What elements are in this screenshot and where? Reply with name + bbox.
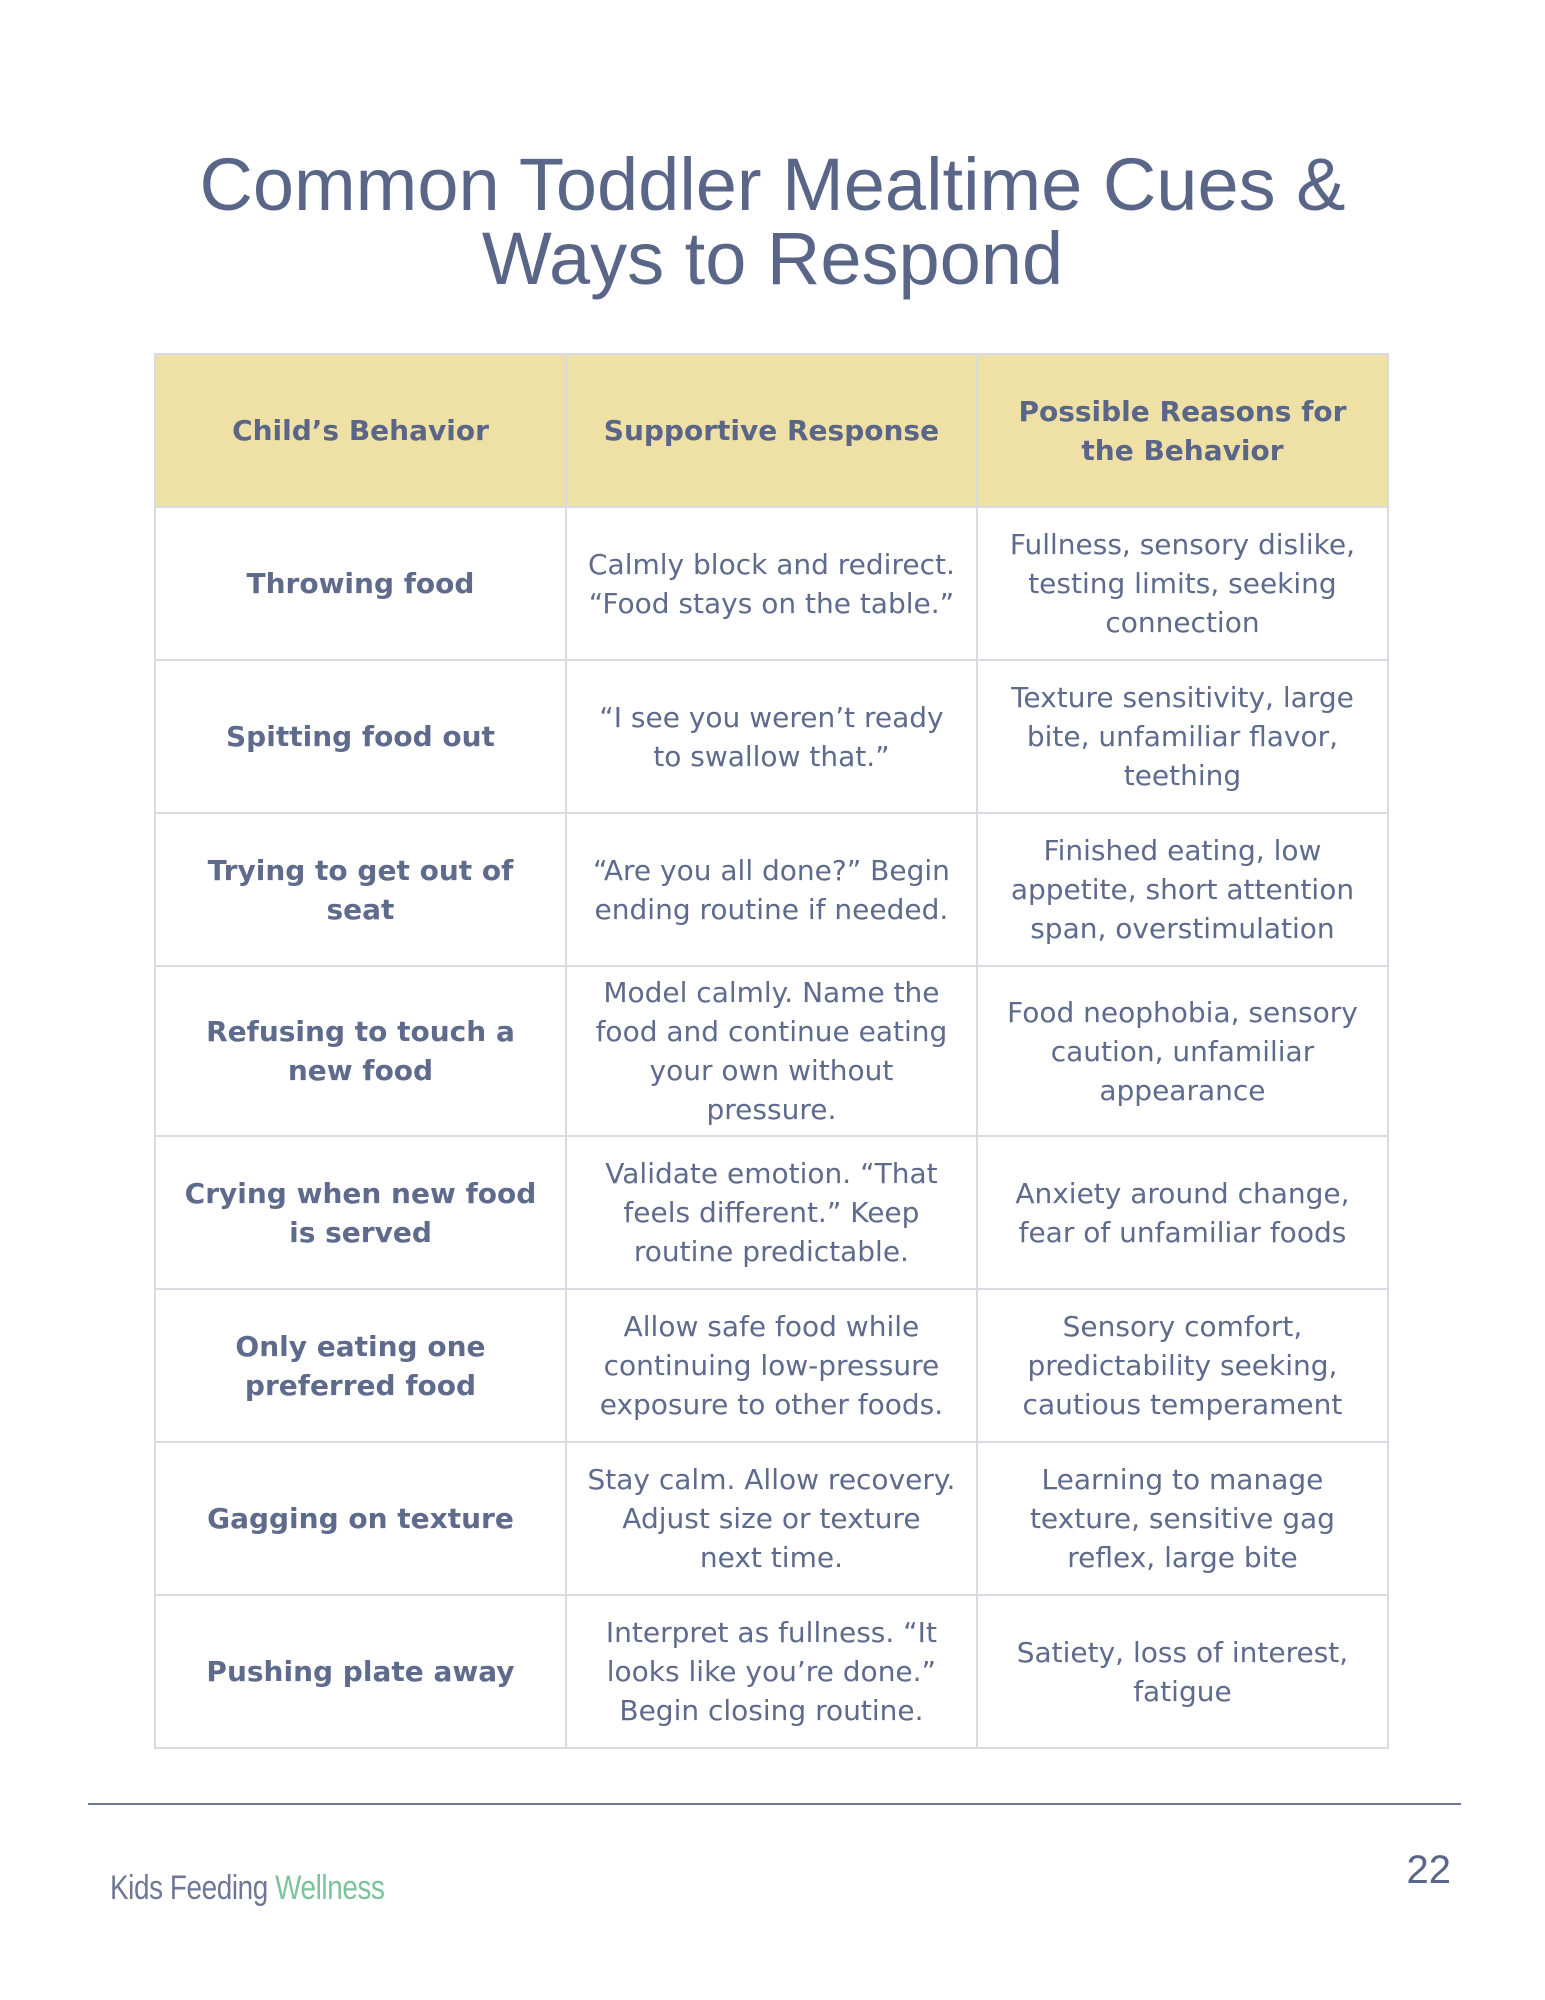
behavior-cell: Throwing food [155, 507, 566, 660]
brand-name-part-1: Kids Feeding [110, 1868, 276, 1907]
reasons-cell: Satiety, loss of interest, fatigue [977, 1595, 1388, 1748]
table-row [155, 1442, 1388, 1595]
behavior-cell: Trying to get out of seat [155, 813, 566, 966]
behavior-cell: Pushing plate away [155, 1595, 566, 1748]
response-cell: “I see you weren’t ready to swallow that.” [566, 660, 977, 813]
footer-divider [88, 1803, 1461, 1805]
behavior-cell: Only eating one preferred food [155, 1289, 566, 1442]
reasons-cell: Texture sensitivity, large bite, unfamiliar flavor, teething [977, 660, 1388, 813]
brand-name-part-2: Wellness [275, 1868, 385, 1907]
behavior-cell: Refusing to touch a new food [155, 966, 566, 1136]
page-number: 22 [1406, 1848, 1451, 1892]
response-cell: Interpret as fullness. “It looks like you’re done.” Begin closing routine. [566, 1595, 977, 1748]
page-title-line-2: Ways to Respond [481, 217, 1064, 300]
header-supportive-response: Supportive Response [566, 354, 977, 507]
behavior-cell: Crying when new food is served [155, 1136, 566, 1289]
reasons-cell: Finished eating, low appetite, short attention span, overstimulation [977, 813, 1388, 966]
page-title-line-1: Common Toddler Mealtime Cues & [199, 143, 1346, 226]
response-cell: Stay calm. Allow recovery. Adjust size or texture next time. [566, 1442, 977, 1595]
mealtime-cues-table [154, 353, 1389, 1749]
reasons-cell: Food neophobia, sensory caution, unfamiliar appearance [977, 966, 1388, 1136]
response-cell: Allow safe food while continuing low-pressure exposure to other foods. [566, 1289, 977, 1442]
table-row [155, 1136, 1388, 1289]
response-cell: Model calmly. Name the food and continue eating your own without pressure. [566, 966, 977, 1136]
page-title [0, 143, 1545, 300]
reasons-cell: Sensory comfort, predictability seeking, cautious temperament [977, 1289, 1388, 1442]
reasons-cell: Learning to manage texture, sensitive gag reflex, large bite [977, 1442, 1388, 1595]
response-cell: Calmly block and redirect. “Food stays on the table.” [566, 507, 977, 660]
table-row [155, 1289, 1388, 1442]
table-row [155, 1595, 1388, 1748]
reasons-cell: Anxiety around change, fear of unfamiliar foods [977, 1136, 1388, 1289]
response-cell: Validate emotion. “That feels different.” Keep routine predictable. [566, 1136, 977, 1289]
behavior-cell: Gagging on texture [155, 1442, 566, 1595]
table-row [155, 507, 1388, 660]
response-cell: “Are you all done?” Begin ending routine if needed. [566, 813, 977, 966]
brand-name [110, 1869, 384, 1908]
header-childs-behavior: Child’s Behavior [155, 354, 566, 507]
reasons-cell: Fullness, sensory dislike, testing limits, seeking connection [977, 507, 1388, 660]
header-possible-reasons: Possible Reasons for the Behavior [977, 354, 1388, 507]
brand-logo [100, 1853, 420, 1923]
table-row [155, 966, 1388, 1136]
behavior-cell: Spitting food out [155, 660, 566, 813]
table-row [155, 660, 1388, 813]
table-row [155, 813, 1388, 966]
table-header-row [155, 354, 1388, 507]
